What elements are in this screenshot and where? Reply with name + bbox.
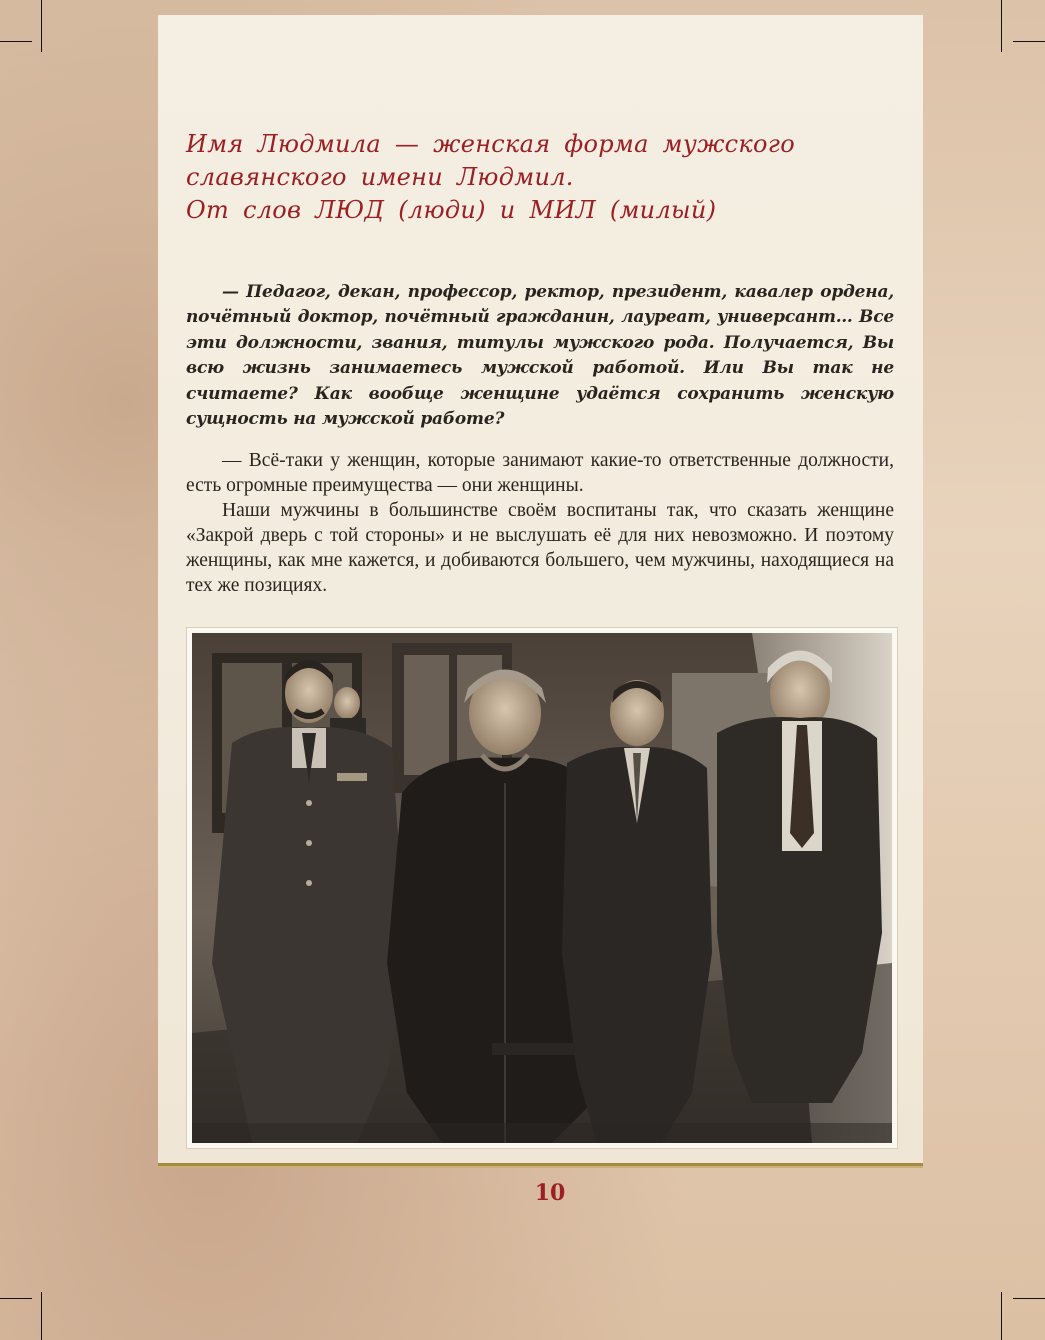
photo-frame [186, 627, 898, 1149]
crop-mark-top-left-v [41, 0, 42, 52]
interview-question: — Педагог, декан, профессор, ректор, президент, кавалер ордена, почётный доктор, почётный гражданин, лауреат, универсант… Все эти должности, звания, титулы мужского рода. Получается, Вы всю жизнь занимаетесь мужской работой. Или Вы так не считаете? Как вообще женщине удаётся сохранить женскую сущность на мужской работе? [186, 282, 894, 430]
crop-mark-bottom-left-v [41, 1292, 42, 1340]
crop-mark-top-right-v [1001, 0, 1002, 52]
heading-line-2: славянского имени Людмил. [186, 163, 574, 191]
page-heading [186, 128, 886, 227]
crop-mark-bottom-right-v [1001, 1292, 1002, 1340]
heading-line-1: Имя Людмила — женская форма мужского [186, 130, 795, 158]
answer-paragraph-2: Наши мужчины в большинстве своём воспитаны так, что сказать женщине «Закрой дверь с той стороны» и не выслушать её для них невозможно. И поэтому женщины, как мне кажется, и добиваются большего, чем мужчины, находящиеся на тех же позициях. [186, 500, 894, 596]
group-photo [192, 633, 892, 1143]
photo-illustration [192, 633, 892, 1143]
crop-mark-top-right-h [1013, 41, 1045, 42]
crop-mark-top-left-h [0, 41, 32, 42]
crop-mark-bottom-right-h [1013, 1298, 1045, 1299]
page-number: 10 [534, 1180, 566, 1206]
heading-line-3: От слов ЛЮД (люди) и МИЛ (милый) [186, 196, 717, 224]
crop-mark-bottom-left-h [0, 1298, 32, 1299]
answer-paragraph-1: — Всё-таки у женщин, которые занимают какие-то ответственные должности, есть огромные преимущества — они женщины. [186, 450, 894, 496]
